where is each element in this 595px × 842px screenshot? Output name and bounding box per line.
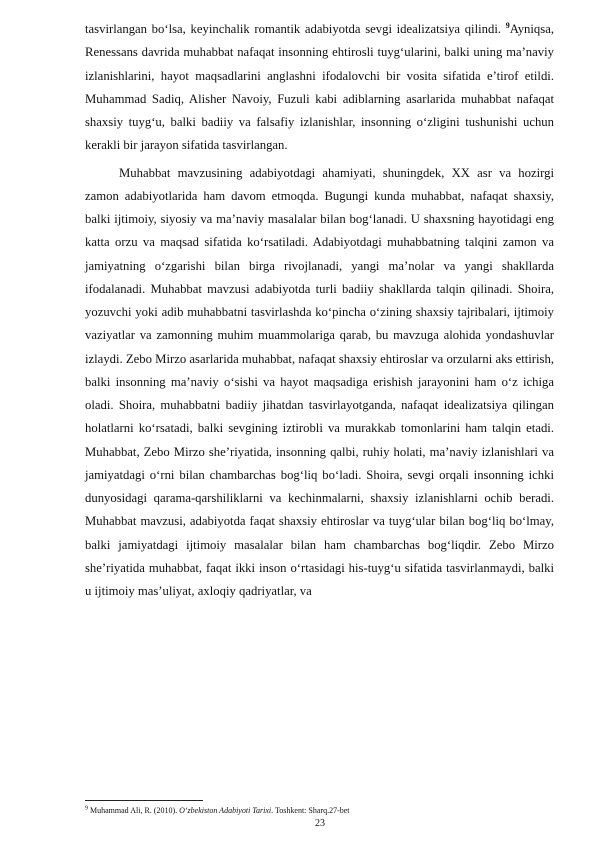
paragraph-2: Muhabbat mavzusining adabiyotdagi ahamiyati, shuningdek, XX asr va hozirgi zamon adabiyotlarida ham davom etmoqda. Bugungi kunda muhabbat, nafaqat shaxsiy, balki ijtimoiy, siyosiy va ma’naviy masalalar bilan bog‘lanadi. U shaxsning hayotidagi eng katta orzu va maqsad sifatida ko‘rsatiladi. Adabiyotdagi muhabbatning talqini zamon va jamiyatning o‘zgarishi bilan birga rivojlanadi, yangi ma’nolar va yangi shakllarda ifodalanadi. Muhabbat mavzusi adabiyotda turli badiiy shakllarda talqin qilinadi. Shoira, yozuvchi yoki adib muhabbatni tasvirlashda ko‘pincha o‘zining shaxsiy tajribalari, ijtimoiy vaziyatlar va zamonning muhim muammolariga qarab, bu mavzuga alohida yondashuvlar izlaydi. Zebo Mirzo asarlarida muhabbat, nafaqat shaxsiy ehtiroslar va orzularni aks ettirish, balki insonning ma’naviy o‘sishi va hayot maqsadiga erishish jarayonini ham o‘z ichiga oladi. Shoira, muhabbatni badiiy jihatdan tasvirlayotganda, nafaqat idealizatsiya qilingan holatlarni ko‘rsatadi, balki sevgining iztirobli va murakkab tomonlarini ham talqin etadi. Muhabbat, Zebo Mirzo she’riyatida, insonning qalbi, ruhiy holati, ma’naviy izlanishlari va jamiyatdagi o‘rni bilan chambarchas bog‘liq bo‘ladi. Shoira, sevgi orqali insonning ichki dunyosidagi qarama-qarshiliklarni va kechinmalarni, shaxsiy izlanishlarni ochib beradi. Muhabbat mavzusi, adabiyotda faqat shaxsiy ehtiroslar va tuyg‘ular bilan bog‘liq bo‘lmay, balki jamiyatdagi ijtimoiy masalalar bilan ham chambarchas bog‘liqdir. Zebo Mirzo she’riyatida muhabbat, faqat ikki inson o‘rtasidagi his-tuyg‘u sifatida tasvirlanmaydi, balki u ijtimoiy mas’uliyat, axloqiy qadriyatlar, va: [85, 165, 554, 598]
page-number: 23: [315, 818, 325, 829]
paragraph-1: [85, 18, 554, 158]
footnote-separator: [85, 800, 203, 801]
footnote-title: O‘zbekiston Adabiyoti Tarixi: [179, 806, 272, 815]
footnote-reference[interactable]: 9: [505, 20, 510, 30]
body-text: [85, 18, 554, 603]
footnote-number: 9: [85, 805, 88, 812]
footnote: [85, 806, 555, 816]
paragraph-1-lead: tasvirlangan bo‘lsa, keyinchalik romantik adabiyotda sevgi idealizatsiya qilindi.: [85, 22, 502, 36]
paragraph-1-rest: Ayniqsa, Renessans davrida muhabbat nafaqat insonning ehtirosli tuyg‘ularini, balki uning ma’naviy izlanishlarini, hayot maqsadlarini anglashni ifodalovchi bir vosita sifatida e’tirof etildi. Muhammad Sadiq, Alisher Navoiy, Fuzuli kabi adiblarning asarlarida muhabbat nafaqat shaxsiy tuyg‘u, balki badiiy va falsafiy izlanishlar, insonning o‘zligini tushunishi uchun kerakli bir jarayon sifatida tasvirlangan.: [85, 22, 554, 153]
footnote-rest: . Toshkent: Sharq.27-bet: [271, 806, 350, 815]
footnote-author: Muhammad Ali, R. (2010).: [88, 806, 180, 815]
